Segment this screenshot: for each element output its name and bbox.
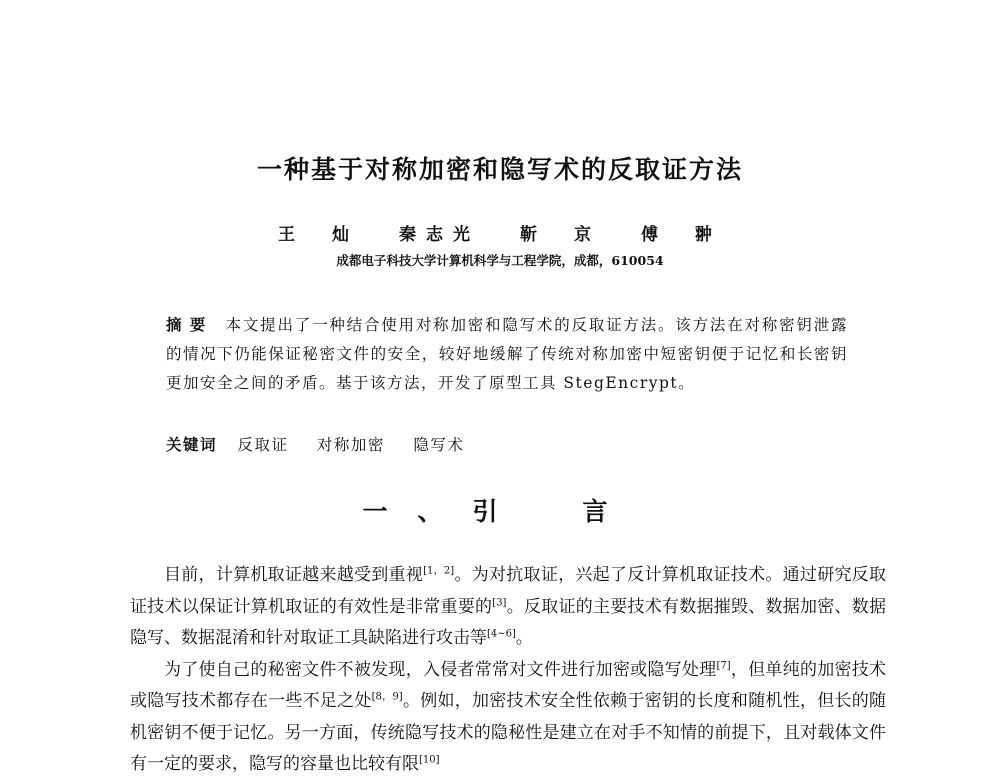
keyword: 对称加密 [316,436,385,454]
section-heading: 一、引 言 [362,497,638,526]
paragraph [130,560,886,655]
author-name: 王 灿 [278,225,359,245]
keyword: 隐写术 [413,436,465,454]
text-run: 。反取证的主要技术有数据摧毁、数据加密、数据隐写、数据混淆和针对取证工具缺陷进行攻击等 [130,596,887,648]
keyword: 反取证 [237,436,289,454]
paper-title: 一种基于对称加密和隐写术的反取证方法 [256,155,743,184]
abstract-text: 本文提出了一种结合使用对称加密和隐写术的反取证方法。该方法在对称密钥泄露的情况下仍能保证秘密文件的安全，较好地缓解了传统对称加密中短密钥便于记忆和长密钥更加安全之间的矛盾。基于该方法，开发了原型工具 StegEncrypt。 [166,316,848,392]
author-name: 靳 京 [520,225,601,245]
abstract-label: 摘要 [166,316,214,334]
citation: [7] [716,659,731,671]
citation: [8，9] [371,691,403,703]
text-run: 为了使自己的秘密文件不被发现，入侵者常常对文件进行加密或隐写处理 [164,659,717,680]
author-name: 秦志光 [399,225,480,245]
text-run: 。例如，加密技术安全性依赖于密钥的长度和随机性，但长的随机密钥不便于记忆。另一方面，传统隐写技术的隐秘性是建立在对手不知情的前提下，且对载体文件有一定的要求，隐写的容量也比较有限 [130,691,887,774]
abstract [166,311,848,398]
citation: [10] [419,754,440,766]
citation: [3] [492,596,507,608]
text-run: 目前，计算机取证越来越受到重视 [164,565,424,585]
author-name: 傅 翀 [641,225,722,245]
body-text [130,560,886,781]
keywords [166,433,486,455]
text-run: 。为对抗取证，兴起了反计算机取证技术。通过研究反取证技术以保证计算机取证的有效性是非常重要的 [130,565,887,617]
text-run: 。 [515,628,533,648]
author-list [0,220,1000,245]
keywords-label: 关键词 [166,436,218,454]
paragraph [130,655,886,781]
author-affiliation: 成都电子科技大学计算机科学与工程学院，成都，610054 [336,253,664,268]
citation: [4~6] [487,628,516,640]
text-run: ，但单纯的加密技术或隐写技术都存在一些不足之处 [130,659,887,711]
citation: [1，2] [423,565,455,577]
